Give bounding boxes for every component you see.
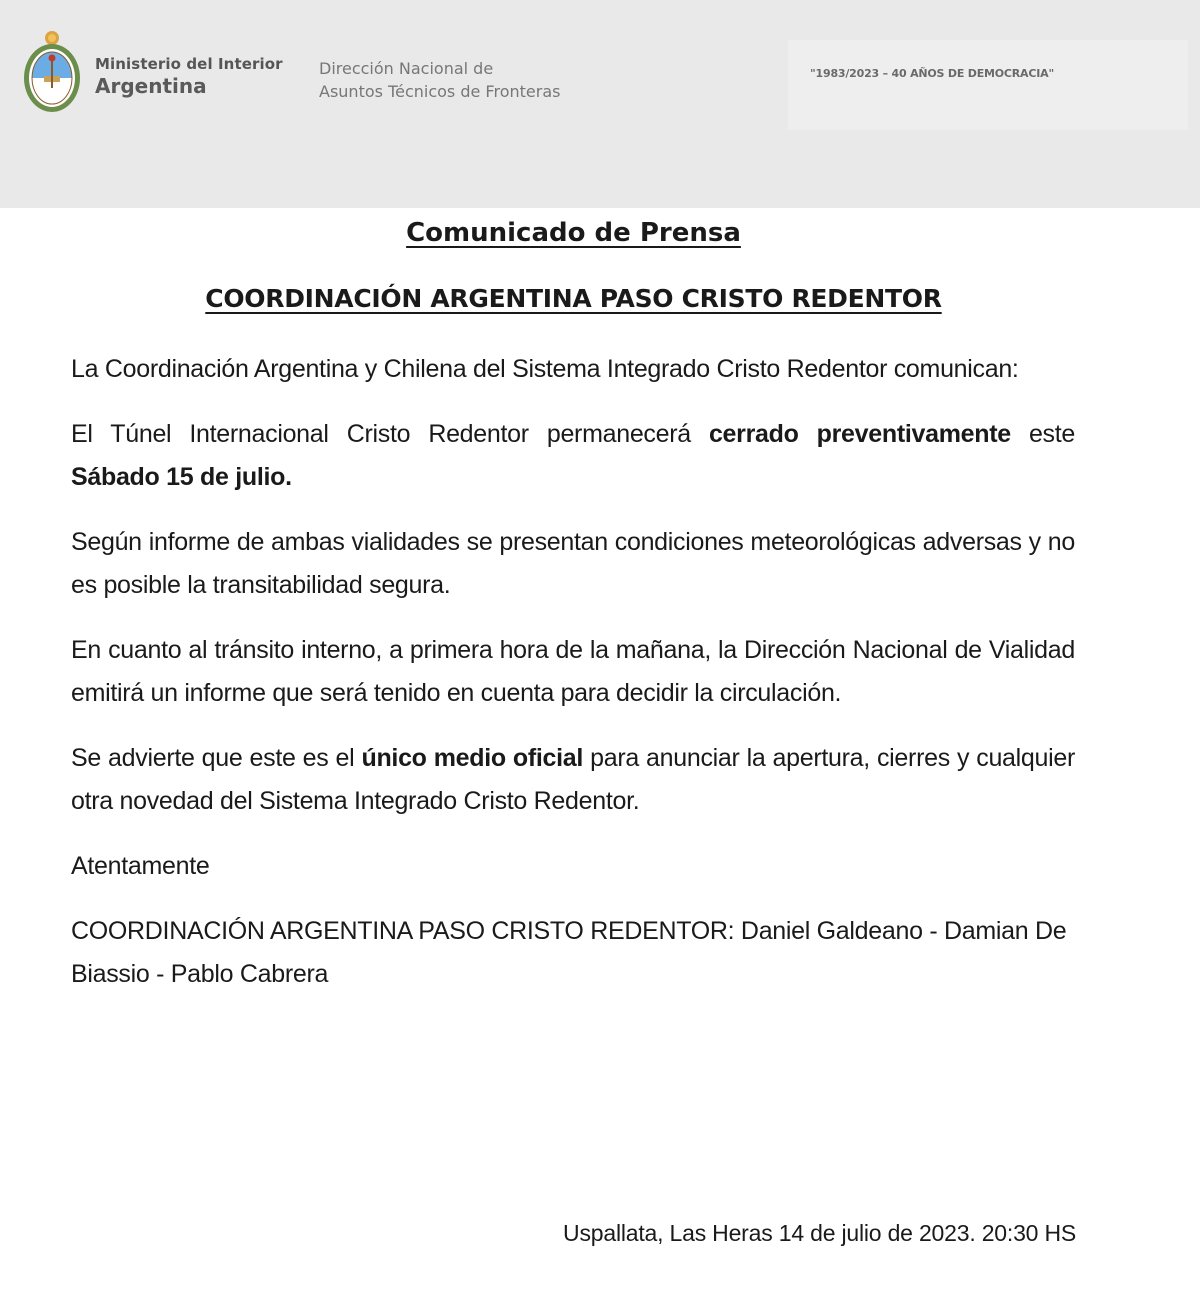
ministry-line1: Ministerio del Interior	[95, 55, 283, 73]
direccion-line2: Asuntos Técnicos de Fronteras	[319, 82, 561, 101]
democracia-box	[788, 40, 1188, 130]
paragraph-internal-traffic: En cuanto al tránsito interno, a primera hora de la mañana, la Dirección Nacional de Vialidad emitirá un informe que será tenido en cuenta para decidir la circulación.	[71, 636, 1075, 707]
paragraph-weather: Según informe de ambas vialidades se presentan condiciones meteorológicas adversas y no es posible la transitabilidad segura.	[71, 528, 1075, 599]
direccion-name	[319, 57, 560, 103]
signature: COORDINACIÓN ARGENTINA PASO CRISTO REDENTOR: Daniel Galdeano - Damian De Biassio - Pablo Cabrera	[71, 917, 1067, 988]
document-body	[71, 348, 1075, 1018]
democracia-slogan: "1983/2023 – 40 AÑOS DE DEMOCRACIA"	[810, 67, 1054, 80]
coat-of-arms-icon	[22, 28, 82, 114]
document-subtitle: COORDINACIÓN ARGENTINA PASO CRISTO REDENTOR	[205, 284, 942, 313]
paragraph-official-medium: Se advierte que este es el único medio oficial para anunciar la apertura, cierres y cualquier otra novedad del Sistema Integrado Cristo Redentor.	[71, 744, 1075, 815]
direccion-line1: Dirección Nacional de	[319, 59, 494, 78]
closing: Atentamente	[71, 852, 210, 880]
document-title: Comunicado de Prensa	[406, 218, 741, 248]
paragraph-intro: La Coordinación Argentina y Chilena del Sistema Integrado Cristo Redentor comunican:	[71, 355, 1019, 383]
date-place: Uspallata, Las Heras 14 de julio de 2023. 20:30 HS	[563, 1220, 1076, 1246]
letterhead	[0, 0, 1200, 208]
ministry-name	[95, 55, 315, 99]
paragraph-closure: El Túnel Internacional Cristo Redentor permanecerá cerrado preventivamente este Sábado 15 de julio.	[71, 420, 1076, 491]
ministry-line2: Argentina	[95, 74, 207, 98]
